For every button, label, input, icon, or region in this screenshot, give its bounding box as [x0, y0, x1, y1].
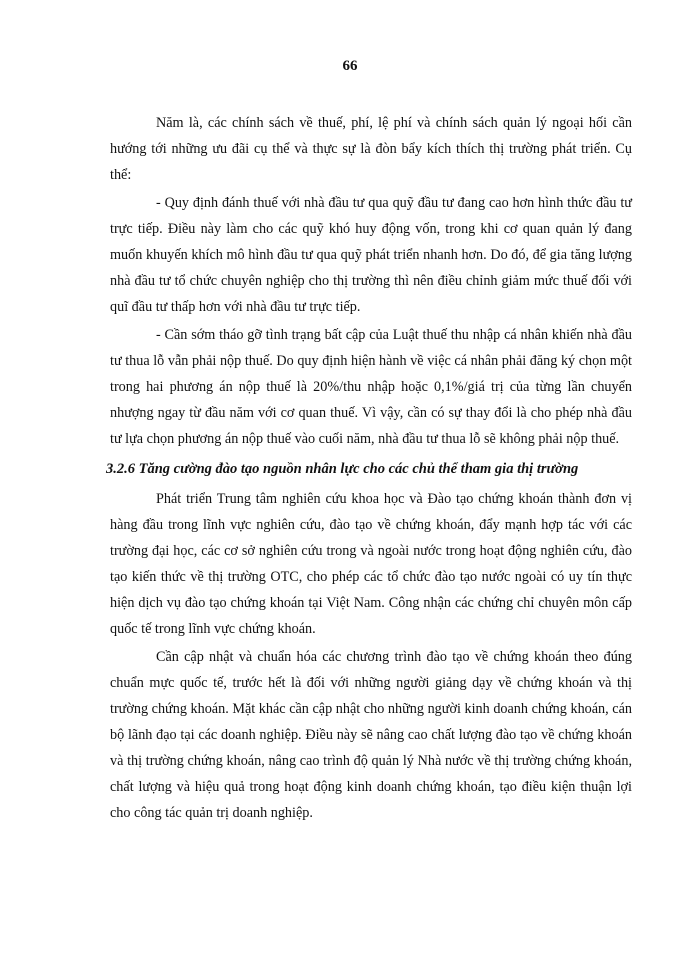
- paragraph-training-standards: Cần cập nhật và chuẩn hóa các chương trình đào tạo về chứng khoán theo đúng chuẩn mực quốc tế, trước hết là đối với những người giảng dạy về chứng khoán và thị trường chứng khoán. Mặt khác cần cập nhật cho những người kinh doanh chứng khoán, cán bộ lãnh đạo tại các doanh nghiệp. Điều này sẽ nâng cao chất lượng đào tạo về chứng khoán và thị trường chứng khoán, nâng cao trình độ quản lý Nhà nước về thị trường chứng khoán, chất lượng và hiệu quả trong hoạt động kinh doanh chứng khoán, tạo điều kiện thuận lợi cho công tác quản trị doanh nghiệp.: [110, 649, 632, 821]
- document-body: [106, 110, 632, 828]
- paragraph-tax-policy-intro: Năm là, các chính sách về thuế, phí, lệ phí và chính sách quản lý ngoại hối cần hướng tới những ưu đãi cụ thể và thực sự là đòn bẩy kích thích thị trường phát triển. Cụ thể:: [110, 115, 632, 183]
- paragraph-income-tax: - Cần sớm tháo gỡ tình trạng bất cập của Luật thuế thu nhập cá nhân khiến nhà đầu tư thua lỗ vẫn phải nộp thuế. Do quy định hiện hành về việc cá nhân phải đăng ký chọn một trong hai phương án nộp thuế là 20%/thu nhập hoặc 0,1%/giá trị của từng lần chuyển nhượng ngay từ đầu năm với cơ quan thuế. Vì vậy, cần có sự thay đổi là cho phép nhà đầu tư lựa chọn phương án nộp thuế vào cuối năm, nhà đầu tư thua lỗ sẽ không phải nộp thuế.: [110, 327, 632, 447]
- section-heading: 3.2.6 Tăng cường đào tạo nguồn nhân lực cho các chủ thể tham gia thị trường: [106, 461, 579, 477]
- page-number: 66: [342, 58, 358, 74]
- paragraph-training-center: Phát triển Trung tâm nghiên cứu khoa học và Đào tạo chứng khoán thành đơn vị hàng đầu trong lĩnh vực nghiên cứu, đào tạo về chứng khoán, đẩy mạnh hợp tác với các trường đại học, các cơ sở nghiên cứu trong và ngoài nước trong hoạt động nghiên cứu, đào tạo kiến thức về thị trường OTC, cho phép các tổ chức đào tạo nước ngoài có uy tín thực hiện dịch vụ đào tạo chứng khoán tại Việt Nam. Công nhận các chứng chỉ chuyên môn cấp quốc tế trong lĩnh vực chứng khoán.: [110, 491, 632, 637]
- paragraph-fund-tax: - Quy định đánh thuế với nhà đầu tư qua quỹ đầu tư đang cao hơn hình thức đầu tư trực tiếp. Điều này làm cho các quỹ khó huy động vốn, trong khi cơ quan quản lý đang muốn khuyến khích mô hình đầu tư qua quỹ phát triển nhanh hơn. Do đó, để gia tăng lượng nhà đầu tư tổ chức chuyên nghiệp cho thị trường thì nên điều chỉnh giảm mức thuế đối với quĩ đầu tư thấp hơn với nhà đầu tư trực tiếp.: [110, 195, 632, 315]
